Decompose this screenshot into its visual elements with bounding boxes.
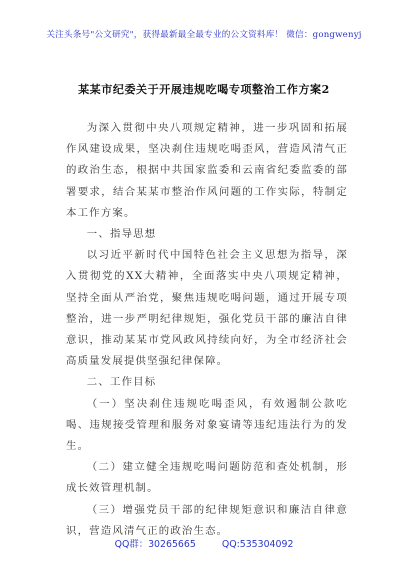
header-promo-text: 关注头条号"公文研究"，获得最新最全最专业的公文资料库！ 微信：gongwenyj <box>46 30 362 40</box>
footer-contact <box>0 536 408 550</box>
goal-paragraph-3: （三）增强党员干部的纪律规矩意识和廉洁自律意识，营造风清气正的政治生态。 <box>66 503 348 537</box>
document-title: 某某市纪委关于开展违规吃喝专项整治工作方案2 <box>78 83 330 96</box>
goal-paragraph-2: （二）建立健全违规吃喝问题防范和查处机制，形成长效管理机制。 <box>66 461 348 495</box>
footer-qq-group: QQ群：30265665 <box>114 539 196 550</box>
section-heading-guiding-ideology: 一、指导思想 <box>86 228 157 241</box>
intro-paragraph: 为深入贯彻中央八项规定精神，进一步巩固和拓展作风建设成果，坚决刹住违规吃喝歪风，营造风清气正的政治生态，根据中共国家监委和云南省纪委监委的部署要求，结合某某市整治作风问题的工作实际，特制定本工作方案。 <box>66 122 348 219</box>
footer-qq-number: QQ:535304092 <box>221 539 294 550</box>
goal-paragraph-1: （一）坚决刹住违规吃喝歪风，有效遏制公款吃喝、违规接受管理和服务对象宴请等违纪违法行为的发生。 <box>66 397 348 453</box>
guiding-ideology-paragraph: 以习近平新时代中国特色社会主义思想为指导，深入贯彻党的XX大精神，全面落实中央八项规定精神，坚持全面从严治党，聚焦违规吃喝问题，通过开展专项整治，进一步严明纪律规矩，强化党员干部的廉洁自律意识，推动某某市党风政风持续向好，为全市经济社会高质量发展提供坚强纪律保障。 <box>66 249 348 368</box>
section-heading-work-goals: 二、工作目标 <box>86 376 157 389</box>
document-body <box>66 118 348 542</box>
